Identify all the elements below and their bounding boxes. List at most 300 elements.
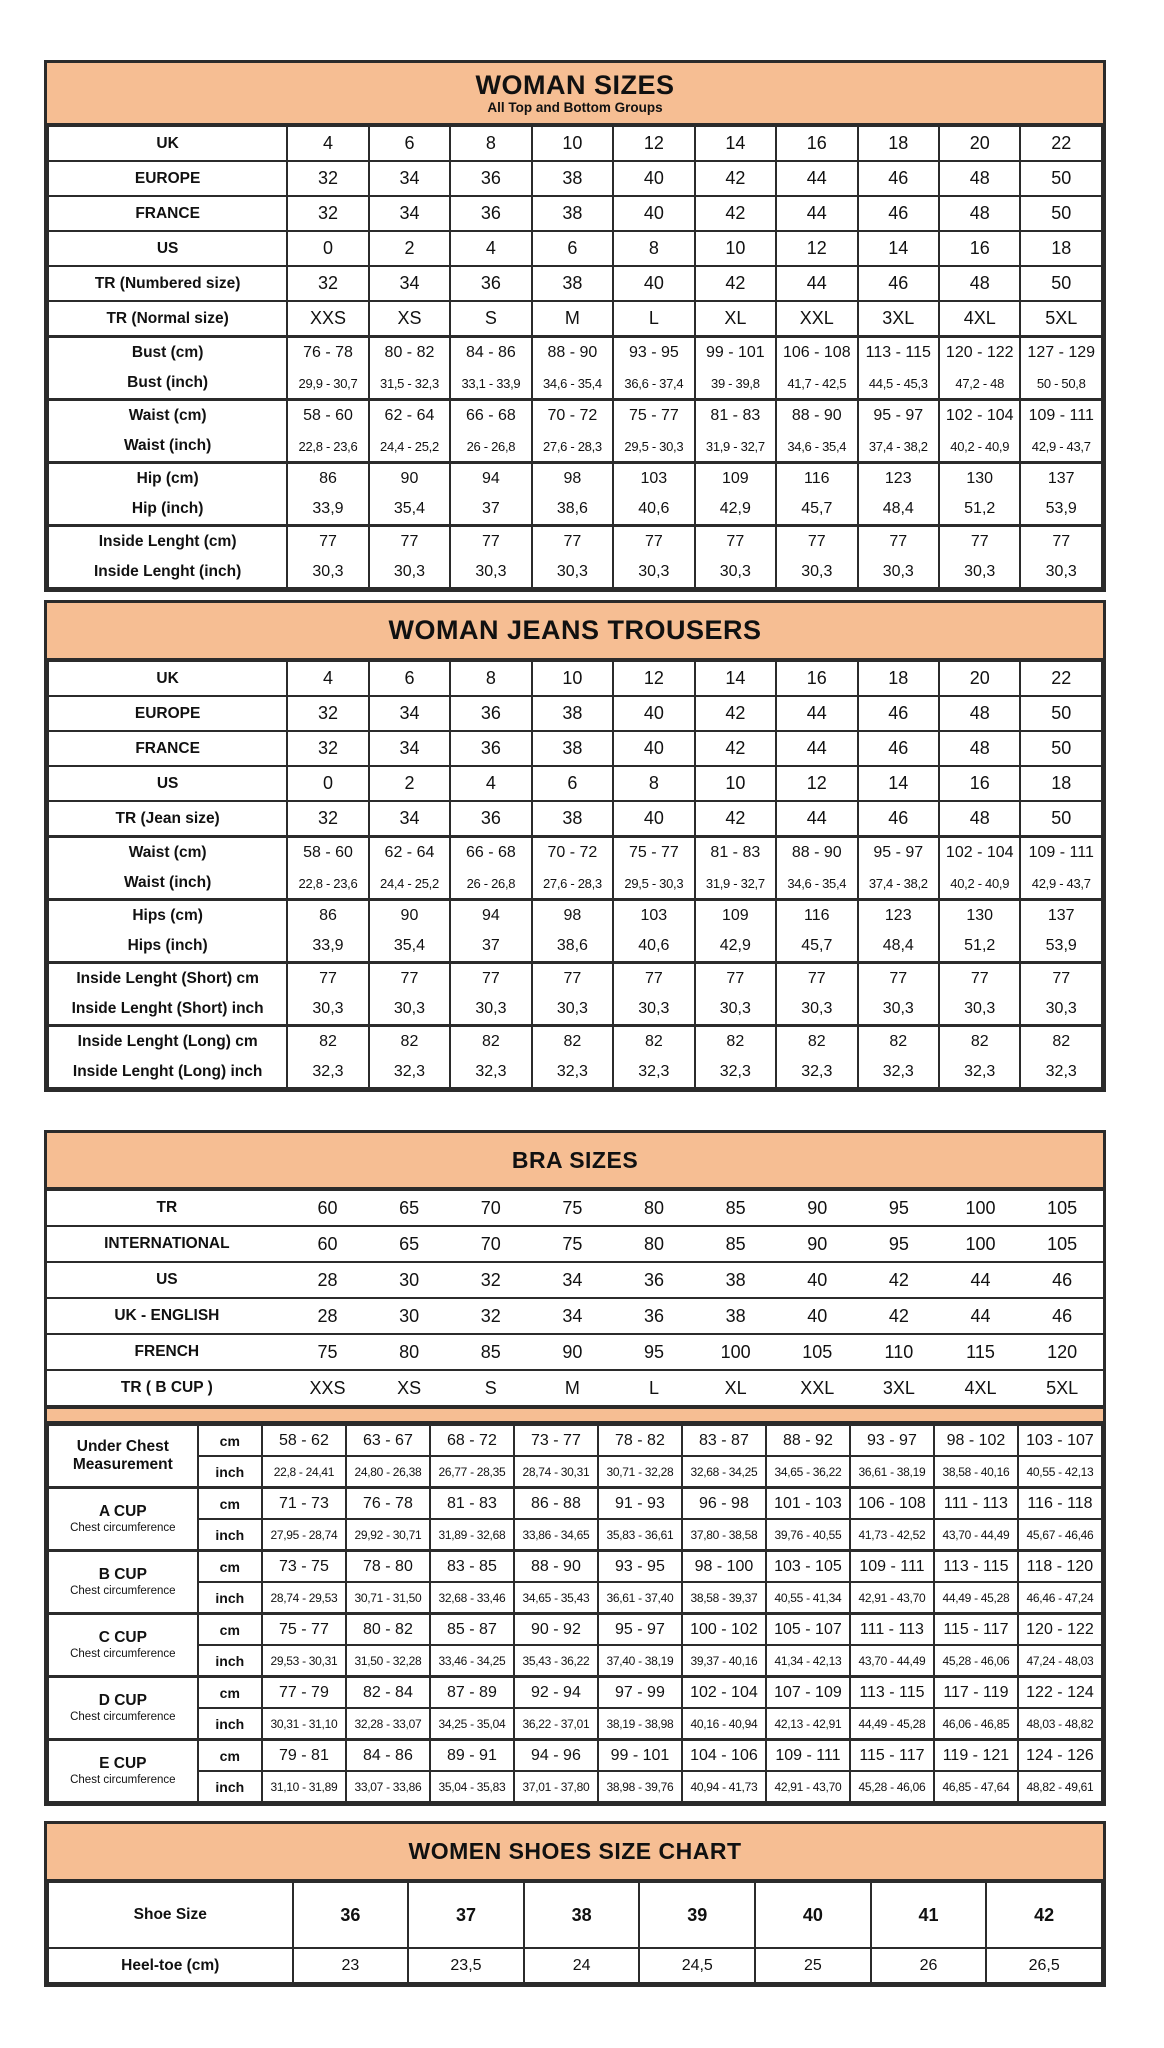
woman-sizes-table [44, 60, 1106, 592]
cell: 8 [450, 661, 531, 696]
cell: 47,24 - 48,03 [1018, 1645, 1102, 1677]
row-label: FRANCE [48, 196, 287, 231]
cell: 94 [450, 463, 531, 495]
cell: 106 - 108 [850, 1488, 934, 1520]
cell: 30,3 [1020, 994, 1102, 1026]
cell: 43,70 - 44,49 [850, 1645, 934, 1677]
cell: 80 [368, 1334, 450, 1370]
cell: 70 [450, 1226, 532, 1262]
cell: 48,4 [858, 931, 939, 963]
table-row [47, 1190, 1103, 1226]
row-label: FRENCH [47, 1334, 287, 1370]
cell: 75 [532, 1226, 614, 1262]
cell: 3XL [858, 1370, 940, 1406]
cell: 27,6 - 28,3 [532, 431, 613, 463]
cell: 42 [695, 161, 776, 196]
table-row [48, 1882, 1102, 1948]
cell: 50 [1020, 696, 1102, 731]
cell: 98 [532, 900, 613, 932]
cell: 32 [287, 801, 368, 837]
table-row [48, 557, 1102, 588]
cell: 50 [1020, 196, 1102, 231]
unit-label: inch [198, 1645, 262, 1677]
cell: 41 [871, 1882, 987, 1948]
cell: 75 - 77 [613, 400, 694, 432]
cell: 10 [532, 661, 613, 696]
cell: 82 [532, 1026, 613, 1058]
woman-sizes-grid [47, 125, 1103, 589]
cell: 77 [532, 526, 613, 558]
cell: 98 - 102 [934, 1425, 1018, 1457]
cell: 87 - 89 [430, 1677, 514, 1709]
cell: 94 - 96 [514, 1740, 598, 1772]
cell: XXL [776, 301, 857, 337]
cell: 18 [858, 126, 939, 161]
table-row [48, 963, 1102, 995]
cell: 30,3 [532, 994, 613, 1026]
cell: 40,6 [613, 494, 694, 526]
cell: 130 [939, 463, 1020, 495]
cell: 96 - 98 [682, 1488, 766, 1520]
cell: 46 [858, 696, 939, 731]
cell: 26 - 26,8 [450, 868, 531, 900]
cell: 43,70 - 44,49 [934, 1519, 1018, 1551]
cell: 38 [524, 1882, 640, 1948]
cell: M [532, 301, 613, 337]
row-label: A CUP Chest circumference [48, 1488, 198, 1551]
cell: 95 [858, 1226, 940, 1262]
cell: 28,74 - 30,31 [514, 1456, 598, 1488]
unit-label: cm [198, 1488, 262, 1520]
cell: 24,4 - 25,2 [369, 431, 450, 463]
woman-jeans-grid [47, 660, 1103, 1089]
cell: 30,3 [695, 557, 776, 588]
cell: 130 [939, 900, 1020, 932]
cell: 92 - 94 [514, 1677, 598, 1709]
cell: 40,2 - 40,9 [939, 868, 1020, 900]
row-label: Inside Lenght (cm) [48, 526, 287, 558]
cell: 48,03 - 48,82 [1018, 1708, 1102, 1740]
cell: 4 [450, 766, 531, 801]
cell: 6 [532, 231, 613, 266]
cell: 40,94 - 41,73 [682, 1771, 766, 1802]
row-label: Under Chest Measurement [48, 1425, 198, 1488]
cell: 100 [940, 1226, 1022, 1262]
cell: S [450, 301, 531, 337]
row-label: Inside Lenght (Short) inch [48, 994, 287, 1026]
cell: 33,07 - 33,86 [346, 1771, 430, 1802]
table-row [48, 868, 1102, 900]
cell: 105 [1021, 1226, 1103, 1262]
cell: 93 - 97 [850, 1425, 934, 1457]
row-label: C CUP Chest circumference [48, 1614, 198, 1677]
cell: 22,8 - 23,6 [287, 431, 368, 463]
cell: 86 [287, 463, 368, 495]
cell: 103 [613, 900, 694, 932]
cell: 50 [1020, 801, 1102, 837]
cell: 77 [776, 963, 857, 995]
row-label: UK - ENGLISH [47, 1298, 287, 1334]
cell: 40,6 [613, 931, 694, 963]
cell: 123 [858, 900, 939, 932]
cell: 23,5 [408, 1948, 524, 1983]
cell: 26,77 - 28,35 [430, 1456, 514, 1488]
cell: 46 [858, 196, 939, 231]
woman-sizes-header [47, 63, 1103, 125]
cell: 32 [287, 731, 368, 766]
cell: 95 - 97 [858, 400, 939, 432]
cell: 82 [1020, 1026, 1102, 1058]
row-label: Hip (inch) [48, 494, 287, 526]
cell: 79 - 81 [262, 1740, 346, 1772]
cell: 10 [695, 231, 776, 266]
cell: 47,2 - 48 [939, 368, 1020, 400]
cell: 86 - 88 [514, 1488, 598, 1520]
cell: 53,9 [1020, 494, 1102, 526]
cell: 88 - 90 [532, 337, 613, 369]
cell: 46 [858, 731, 939, 766]
cell: 48 [939, 801, 1020, 837]
cell: 82 [369, 1026, 450, 1058]
cell: 34,6 - 35,4 [776, 868, 857, 900]
cell: 42,13 - 42,91 [766, 1708, 850, 1740]
cell: 40,2 - 40,9 [939, 431, 1020, 463]
cell: 18 [1020, 766, 1102, 801]
cell: 16 [939, 231, 1020, 266]
cell: 105 [776, 1334, 858, 1370]
cell: L [613, 1370, 695, 1406]
cell: 34 [532, 1262, 614, 1298]
cell: 36 [450, 801, 531, 837]
cell: 80 - 82 [369, 337, 450, 369]
table-row [47, 1334, 1103, 1370]
cell: 42,91 - 43,70 [850, 1582, 934, 1614]
cell: 37 [450, 931, 531, 963]
cell: 44,5 - 45,3 [858, 368, 939, 400]
shoes-title: WOMEN SHOES SIZE CHART [408, 1838, 742, 1865]
cell: 8 [613, 766, 694, 801]
cell: 24,80 - 26,38 [346, 1456, 430, 1488]
cell: 45,67 - 46,46 [1018, 1519, 1102, 1551]
cell: 30,3 [776, 557, 857, 588]
cell: 12 [776, 766, 857, 801]
cell: 77 [695, 526, 776, 558]
cell: 40 [613, 696, 694, 731]
cell: 77 - 79 [262, 1677, 346, 1709]
cell: 37 [408, 1882, 524, 1948]
cell: 44 [940, 1298, 1022, 1334]
cell: 22 [1020, 126, 1102, 161]
row-label: Heel-toe (cm) [48, 1948, 293, 1983]
cell: XS [369, 301, 450, 337]
cell: 100 - 102 [682, 1614, 766, 1646]
cell: 32,3 [287, 1057, 368, 1088]
cell: 35,4 [369, 931, 450, 963]
cell: 81 - 83 [695, 400, 776, 432]
bra-sizes-table [44, 1130, 1106, 1806]
row-label: TR [47, 1190, 287, 1226]
table-row [48, 837, 1102, 869]
cell: 14 [858, 231, 939, 266]
cell: 42 [858, 1262, 940, 1298]
row-label: Hips (inch) [48, 931, 287, 963]
cell: 34,25 - 35,04 [430, 1708, 514, 1740]
table-row [48, 161, 1102, 196]
cell: 29,5 - 30,3 [613, 868, 694, 900]
cell: 39,76 - 40,55 [766, 1519, 850, 1551]
cell: 41,34 - 42,13 [766, 1645, 850, 1677]
cell: 28,74 - 29,53 [262, 1582, 346, 1614]
cell: 113 - 115 [934, 1551, 1018, 1583]
cell: 48 [939, 696, 1020, 731]
cell: 127 - 129 [1020, 337, 1102, 369]
cell: 42 [695, 801, 776, 837]
cell: 82 [613, 1026, 694, 1058]
unit-label: inch [198, 1456, 262, 1488]
cell: 35,4 [369, 494, 450, 526]
cell: 32,3 [450, 1057, 531, 1088]
cell: 98 - 100 [682, 1551, 766, 1583]
cell: 38,6 [532, 494, 613, 526]
cell: 30,3 [613, 994, 694, 1026]
cell: S [450, 1370, 532, 1406]
cell: 36 [293, 1882, 409, 1948]
row-label: Bust (inch) [48, 368, 287, 400]
unit-label: cm [198, 1425, 262, 1457]
cell: 42 [858, 1298, 940, 1334]
cell: 24 [524, 1948, 640, 1983]
cell: 36 [450, 266, 531, 301]
cell: 44 [940, 1262, 1022, 1298]
cell: 0 [287, 766, 368, 801]
cell: 31,89 - 32,68 [430, 1519, 514, 1551]
cell: 77 [858, 526, 939, 558]
cell: 42,9 - 43,7 [1020, 431, 1102, 463]
cell: 30,3 [287, 994, 368, 1026]
cell: 104 - 106 [682, 1740, 766, 1772]
table-row [48, 1026, 1102, 1058]
cell: 118 - 120 [1018, 1551, 1102, 1583]
cell: 8 [613, 231, 694, 266]
unit-label: inch [198, 1582, 262, 1614]
cell: 24,5 [639, 1948, 755, 1983]
cell: 90 [532, 1334, 614, 1370]
cell: 14 [695, 126, 776, 161]
cell: 46 [858, 801, 939, 837]
cell: 85 [695, 1226, 777, 1262]
cell: 4XL [940, 1370, 1022, 1406]
cell: 37 [450, 494, 531, 526]
shoes-grid [47, 1881, 1103, 1984]
cell: 44 [776, 731, 857, 766]
cell: 90 - 92 [514, 1614, 598, 1646]
cell: 58 - 60 [287, 837, 368, 869]
cell: 116 - 118 [1018, 1488, 1102, 1520]
cell: 30,71 - 32,28 [598, 1456, 682, 1488]
table-row [48, 1948, 1102, 1983]
cell: 36 [450, 696, 531, 731]
cell: 90 [776, 1226, 858, 1262]
cell: 103 - 107 [1018, 1425, 1102, 1457]
cell: 44 [776, 696, 857, 731]
row-label: TR (Normal size) [48, 301, 287, 337]
cell: 102 - 104 [682, 1677, 766, 1709]
cell: 40 [613, 801, 694, 837]
cell: 34 [369, 801, 450, 837]
cell: 137 [1020, 900, 1102, 932]
cell: 58 - 62 [262, 1425, 346, 1457]
cell: 30,3 [613, 557, 694, 588]
cell: 65 [368, 1226, 450, 1262]
cell: 37,4 - 38,2 [858, 868, 939, 900]
cell: 120 - 122 [939, 337, 1020, 369]
table-row [48, 196, 1102, 231]
cell: 37,80 - 38,58 [682, 1519, 766, 1551]
cell: 14 [695, 661, 776, 696]
cell: 40 [613, 266, 694, 301]
cell: 42 [695, 196, 776, 231]
cell: 44,49 - 45,28 [934, 1582, 1018, 1614]
cell: 12 [613, 126, 694, 161]
cell: 30,3 [695, 994, 776, 1026]
cell: 44,49 - 45,28 [850, 1708, 934, 1740]
cell: 40,55 - 41,34 [766, 1582, 850, 1614]
cell: 30,3 [369, 557, 450, 588]
cell: 65 [368, 1190, 450, 1226]
cell: 70 - 72 [532, 400, 613, 432]
row-label: EUROPE [48, 696, 287, 731]
row-label: Hips (cm) [48, 900, 287, 932]
cell: 77 [858, 963, 939, 995]
cell: 12 [776, 231, 857, 266]
cell: 110 [858, 1334, 940, 1370]
cell: 3XL [858, 301, 939, 337]
cell: 32,68 - 33,46 [430, 1582, 514, 1614]
table-row [47, 1298, 1103, 1334]
cell: 33,46 - 34,25 [430, 1645, 514, 1677]
cell: 99 - 101 [695, 337, 776, 369]
cell: M [532, 1370, 614, 1406]
cell: 38 [532, 801, 613, 837]
cell: 32 [450, 1262, 532, 1298]
cell: 86 [287, 900, 368, 932]
cell: 93 - 95 [613, 337, 694, 369]
cell: 31,50 - 32,28 [346, 1645, 430, 1677]
row-label: Shoe Size [48, 1882, 293, 1948]
cell: 70 [450, 1190, 532, 1226]
cell: 28 [287, 1262, 369, 1298]
bra-sizes-title: BRA SIZES [511, 1146, 639, 1173]
unit-label: inch [198, 1771, 262, 1802]
cell: 40 [613, 196, 694, 231]
cell: 62 - 64 [369, 400, 450, 432]
cell: 36 [613, 1298, 695, 1334]
cell: 38,6 [532, 931, 613, 963]
cell: XS [368, 1370, 450, 1406]
cell: 48 [939, 161, 1020, 196]
cell: 37,01 - 37,80 [514, 1771, 598, 1802]
cell: 77 [776, 526, 857, 558]
cell: 22,8 - 24,41 [262, 1456, 346, 1488]
cell: 95 - 97 [598, 1614, 682, 1646]
cell: 48,82 - 49,61 [1018, 1771, 1102, 1802]
bra-sizes-grid [47, 1189, 1103, 1407]
cell: 27,6 - 28,3 [532, 868, 613, 900]
row-label: Waist (inch) [48, 868, 287, 900]
table-row [48, 900, 1102, 932]
cell: 106 - 108 [776, 337, 857, 369]
cell: 84 - 86 [346, 1740, 430, 1772]
cell: 36,6 - 37,4 [613, 368, 694, 400]
cell: 32 [450, 1298, 532, 1334]
cell: 77 [450, 526, 531, 558]
cell: 40 [613, 161, 694, 196]
cell: 66 - 68 [450, 400, 531, 432]
cell: 29,92 - 30,71 [346, 1519, 430, 1551]
row-label: Inside Lenght (Long) inch [48, 1057, 287, 1088]
row-label: Waist (inch) [48, 431, 287, 463]
cell: 16 [776, 126, 857, 161]
cell: 32,3 [613, 1057, 694, 1088]
cell: 50 [1020, 731, 1102, 766]
cell: 25 [755, 1948, 871, 1983]
cell: 30,3 [1020, 557, 1102, 588]
cell: 113 - 115 [858, 337, 939, 369]
cell: 34 [369, 696, 450, 731]
row-label: UK [48, 126, 287, 161]
cell: 123 [858, 463, 939, 495]
cell: 85 - 87 [430, 1614, 514, 1646]
cell: 46 [1021, 1262, 1103, 1298]
cell: 32 [287, 696, 368, 731]
cell: 68 - 72 [430, 1425, 514, 1457]
cell: 42,9 - 43,7 [1020, 868, 1102, 900]
cell: 30,3 [450, 994, 531, 1026]
cell: 119 - 121 [934, 1740, 1018, 1772]
cell: 42 [695, 696, 776, 731]
cell: 34 [532, 1298, 614, 1334]
cell: 102 - 104 [939, 400, 1020, 432]
woman-sizes-subtitle: All Top and Bottom Groups [487, 100, 663, 116]
cell: 36 [450, 731, 531, 766]
cell: 45,28 - 46,06 [850, 1771, 934, 1802]
cell: 20 [939, 126, 1020, 161]
cell: 90 [369, 463, 450, 495]
shoes-header [47, 1824, 1103, 1881]
cell: 27,95 - 28,74 [262, 1519, 346, 1551]
cell: 109 [695, 900, 776, 932]
cell: 48,4 [858, 494, 939, 526]
cell: 48 [939, 731, 1020, 766]
cell: 33,1 - 33,9 [450, 368, 531, 400]
cell: 100 [940, 1190, 1022, 1226]
cell: 32,3 [939, 1057, 1020, 1088]
cell: 51,2 [939, 494, 1020, 526]
unit-label: cm [198, 1740, 262, 1772]
cell: 81 - 83 [430, 1488, 514, 1520]
cell: 29,5 - 30,3 [613, 431, 694, 463]
cell: 39 - 39,8 [695, 368, 776, 400]
cell: 95 [613, 1334, 695, 1370]
unit-label: inch [198, 1708, 262, 1740]
row-label: TR (Jean size) [48, 801, 287, 837]
cell: 100 [695, 1334, 777, 1370]
cell: 4 [450, 231, 531, 266]
cell: 38,58 - 40,16 [934, 1456, 1018, 1488]
cell: 36,22 - 37,01 [514, 1708, 598, 1740]
cell: 38 [532, 266, 613, 301]
cell: 105 [1021, 1190, 1103, 1226]
